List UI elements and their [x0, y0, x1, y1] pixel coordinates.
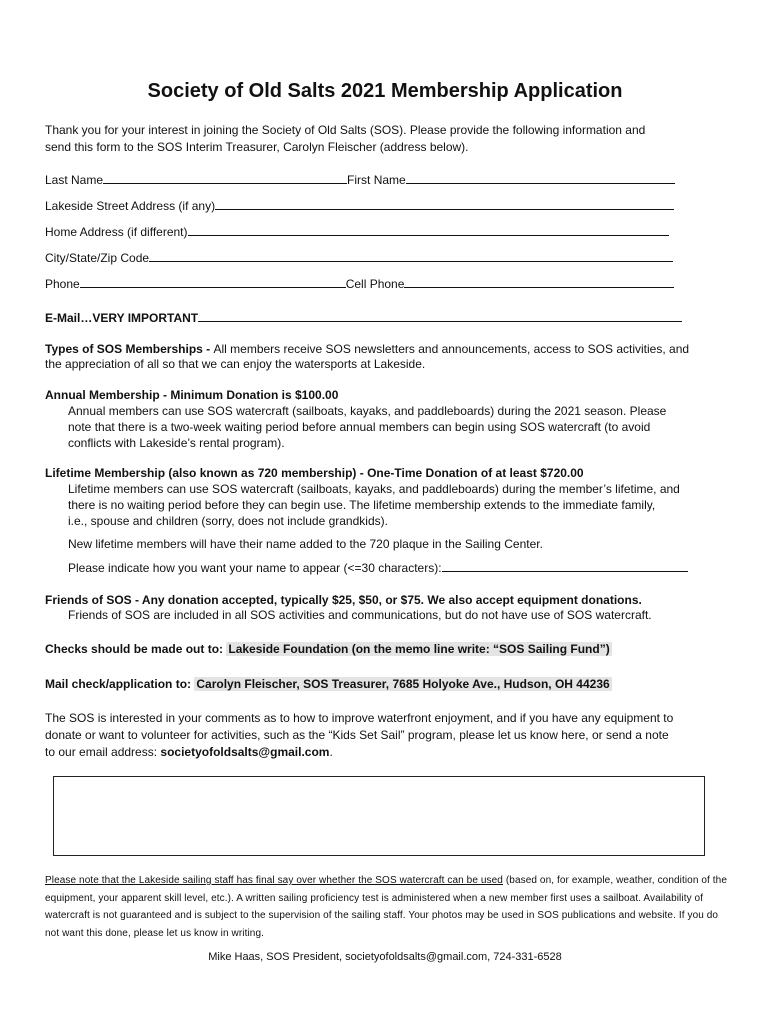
email-field[interactable] [198, 309, 682, 322]
annual-line-1: Annual members can use SOS watercraft (sailboats, kayaks, and paddleboards) during the 2021 season. Please [68, 404, 667, 418]
lakeside-address-row [45, 197, 674, 213]
home-address-row [45, 223, 669, 239]
lakeside-address-field[interactable] [215, 197, 674, 210]
annual-line-3: conflicts with Lakeside’s rental program). [68, 436, 285, 450]
mail-address: Carolyn Fleischer, SOS Treasurer, 7685 Holyoke Ave., Hudson, OH 44236 [196, 677, 610, 691]
checks-label: Checks should be made out to: [45, 642, 227, 656]
phone-row [45, 275, 674, 291]
lifetime-plaque: New lifetime members will have their name added to the 720 plaque in the Sailing Center. [68, 537, 543, 551]
lifetime-line-3: i.e., spouse and children (sorry, does not include grandkids). [68, 514, 388, 528]
cell-phone-label: Cell Phone [345, 277, 405, 291]
last-name-row [45, 171, 675, 187]
city-state-zip-row [45, 249, 673, 265]
email-row [45, 309, 682, 325]
types-line-2: the appreciation of all so that we can enjoy the watersports at Lakeside. [45, 357, 426, 371]
phone-field[interactable] [80, 275, 346, 288]
types-text-1: All members receive SOS newsletters and announcements, access to SOS activities, and [213, 342, 690, 356]
footer-contact: Mike Haas, SOS President, societyofoldsalts@gmail.com, 724-331-6528 [208, 951, 562, 963]
page-title: Society of Old Salts 2021 Membership Application [147, 80, 623, 102]
lifetime-line-1: Lifetime members can use SOS watercraft (sailboats, kayaks, and paddleboards) during the member’s lifetime, and [68, 482, 680, 496]
society-email: societyofoldsalts@gmail.com [160, 745, 330, 759]
last-name-field[interactable] [103, 171, 347, 184]
friends-line: Friends of SOS are included in all SOS activities and communications, but do not have use of SOS watercraft. [68, 608, 652, 622]
mail-label: Mail check/application to: [45, 677, 195, 691]
city-state-zip-label: City/State/Zip Code [45, 251, 150, 265]
comments-line-2: donate or want to volunteer for activities, such as the “Kids Set Sail” program, please let us know here, or send a note [45, 728, 669, 742]
checks-payee: Lakeside Foundation (on the memo line write: “SOS Sailing Fund”) [228, 642, 610, 656]
comments-period: . [329, 745, 333, 759]
lakeside-address-label: Lakeside Street Address (if any) [45, 199, 216, 213]
first-name-field[interactable] [406, 171, 675, 184]
name-prompt-label: Please indicate how you want your name to appear (<=30 characters): [68, 561, 442, 575]
comments-line-3-text: to our email address: [45, 745, 161, 759]
types-heading: Types of SOS Memberships - [45, 342, 214, 356]
intro-line-2: send this form to the SOS Interim Treasurer, Carolyn Fleischer (address below). [45, 140, 469, 154]
phone-label: Phone [45, 277, 80, 291]
last-name-label: Last Name [45, 173, 104, 187]
staff-note-text: (based on, for example, weather, condition of the equipment, your apparent skill level, etc.). A written sailing proficiency test is administered when a new member first uses a sailboat. Availability of watercraft is not guaranteed and is subject to the supervision of the sailing staff. Your photos may be used in SOS publications and website. If you do not want this done, please let us know in writing. [45, 875, 727, 939]
first-name-label: First Name [347, 173, 406, 187]
lifetime-line-2: there is no waiting period before they can begin use. The lifetime membership extends to the immediate family, [68, 498, 656, 512]
name-prompt-row [68, 559, 688, 577]
lifetime-heading: Lifetime Membership (also known as 720 membership) - One-Time Donation of at least $720.00 [45, 466, 584, 480]
intro-line-1: Thank you for your interest in joining the Society of Old Salts (SOS). Please provide the following information and [45, 123, 646, 137]
cell-phone-field[interactable] [404, 275, 674, 288]
home-address-field[interactable] [188, 223, 669, 236]
comments-line-1: The SOS is interested in your comments as to how to improve waterfront enjoyment, and if you have any equipment to [45, 711, 674, 725]
annual-line-2: note that there is a two-week waiting period before annual members can begin using SOS watercraft (to avoid [68, 420, 651, 434]
email-label: E-Mail…VERY IMPORTANT [45, 311, 199, 325]
annual-heading: Annual Membership - Minimum Donation is $100.00 [45, 388, 339, 402]
city-state-zip-field[interactable] [149, 249, 673, 262]
plaque-name-field[interactable] [442, 559, 688, 572]
comments-box[interactable] [53, 776, 705, 856]
friends-heading: Friends of SOS - Any donation accepted, typically $25, $50, or $75. We also accept equipment donations. [45, 593, 642, 607]
mail-row [45, 676, 612, 693]
staff-note-underlined: Please note that the Lakeside sailing staff has final say over whether the SOS watercraft can be used [45, 875, 503, 886]
home-address-label: Home Address (if different) [45, 225, 188, 239]
checks-row [45, 641, 612, 658]
staff-note [45, 872, 735, 942]
comments-line-3 [45, 744, 333, 761]
